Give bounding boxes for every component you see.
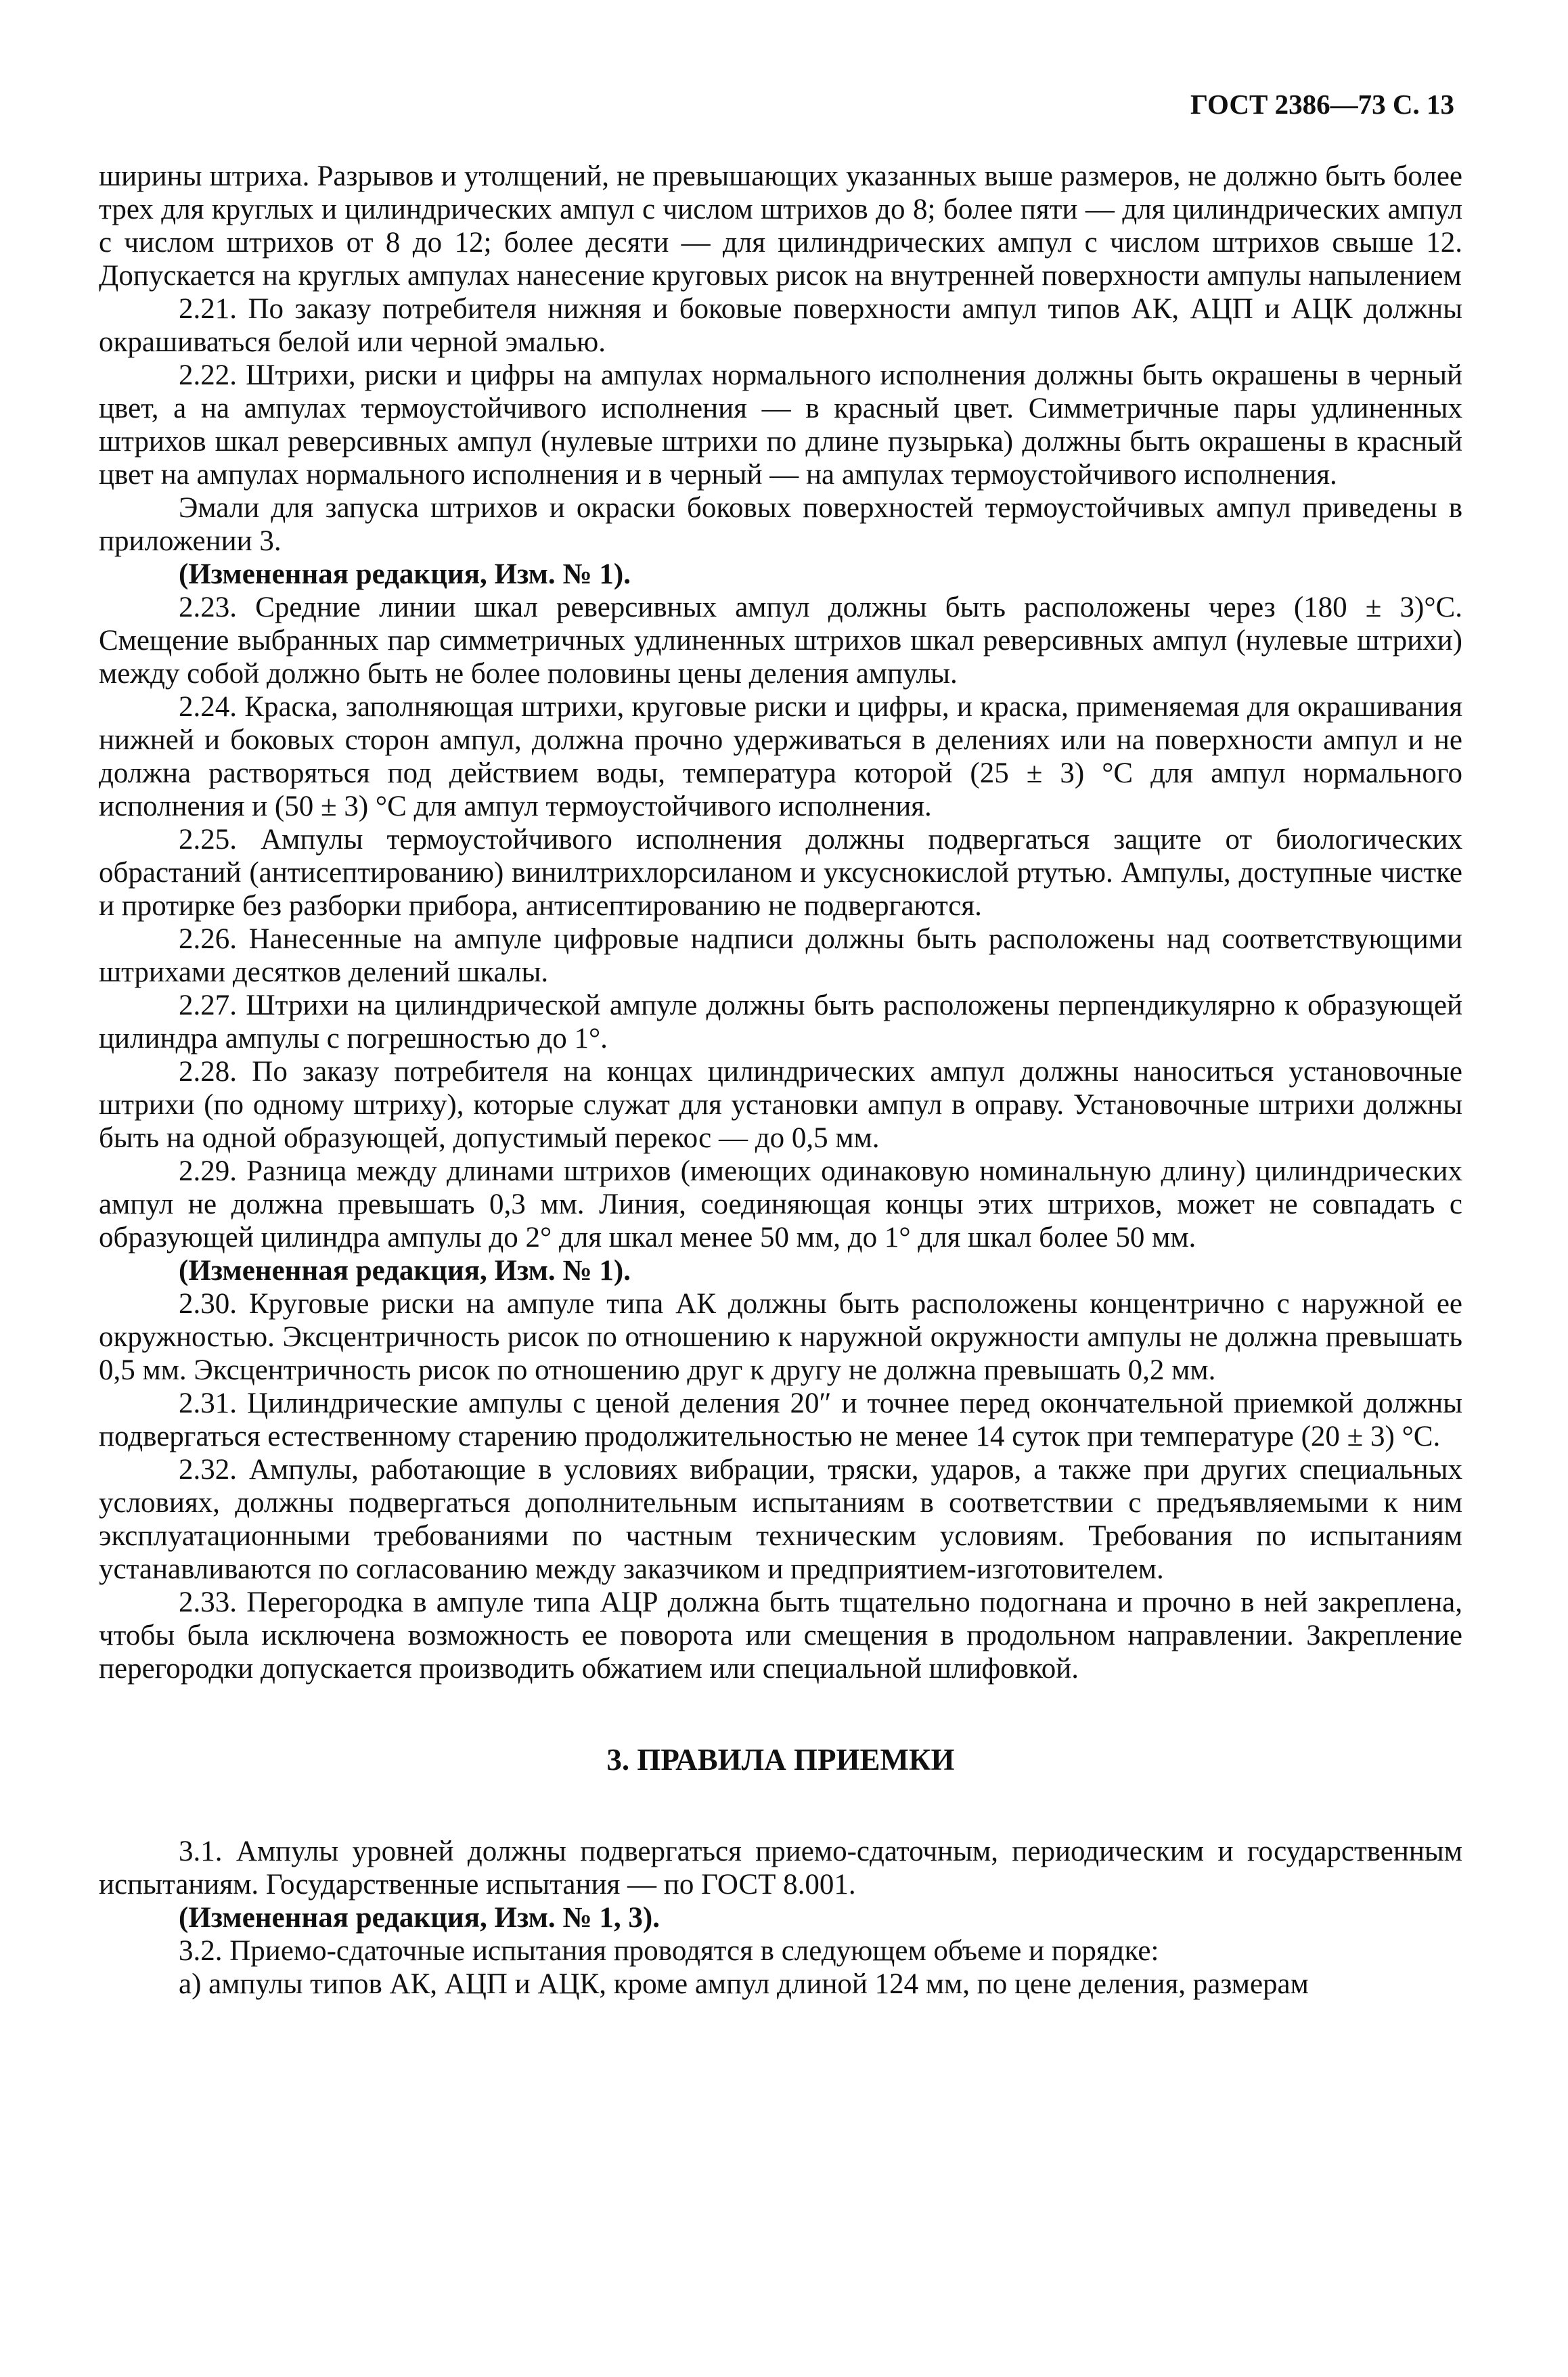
clause-2-33: 2.33. Перегородка в ампуле типа АЦР должна быть тщательно подогнана и прочно в ней закреплена, чтобы была исключена возможность ее поворота или смещения в продольном направлении. Закрепление перегородки допускается производить обжатием или специальной шлифовкой. xyxy=(99,1586,1462,1685)
clause-2-21: 2.21. По заказу потребителя нижняя и боковые поверхности ампул типов АК, АЦП и АЦК должны окрашиваться белой или черной эмалью. xyxy=(99,293,1462,358)
clause-2-27: 2.27. Штрихи на цилиндрической ампуле должны быть расположены перпендикулярно к образующей цилиндра ампулы с погрешностью до 1°. xyxy=(99,990,1462,1054)
clause-2-23: 2.23. Средние линии шкал реверсивных ампул должны быть расположены через (180 ± 3)°С. Смещение выбранных пар симметричных удлиненных штрихов шкал реверсивных ампул (нулевые штрихи) между собой должно быть не более половины цены деления ампулы. xyxy=(99,592,1462,690)
clause-2-30: 2.30. Круговые риски на ампуле типа АК должны быть расположены концентрично с наружной ее окружностью. Эксцентричность рисок по отношению к наружной окружности ампулы не должна превышать 0,5 мм. Эксцентричность рисок по отношению друг к другу не должна превышать 0,2 мм. xyxy=(99,1288,1462,1386)
clause-2-24: 2.24. Краска, заполняющая штрихи, круговые риски и цифры, и краска, применяемая для окрашивания нижней и боковых сторон ампул, должна прочно удерживаться в делениях или на поверхности ампул и не должна растворяться под действием воды, температура которой (25 ± 3) °С для ампул нормального исполнения и (50 ± 3) °С для ампул термоустойчивого исполнения. xyxy=(99,691,1462,822)
body-text xyxy=(99,160,1462,2001)
paragraph-continuation: ширины штриха. Разрывов и утолщений, не превышающих указанных выше размеров, не должно быть более трех для круглых и цилиндрических ампул с числом штрихов до 8; более пяти — для цилиндрических ампул с числом штрихов от 8 до 12; более десяти — для цилиндрических ампул с числом штрихов свыше 12. Допускается на круглых ампулах нанесение круговых рисок на внутренней поверхности ампулы напылением xyxy=(99,160,1462,292)
amendment-note: (Измененная редакция, Изм. № 1). xyxy=(179,558,631,590)
paragraph-enamels: Эмали для запуска штрихов и окраски боковых поверхностей термоустойчивых ампул приведены в приложении 3. xyxy=(99,492,1462,557)
clause-2-29: 2.29. Разница между длинами штрихов (имеющих одинаковую номинальную длину) цилиндрических ампул не должна превышать 0,3 мм. Линия, соединяющая концы этих штрихов, может не совпадать с образующей цилиндра ампулы до 2° для шкал менее 50 мм, до 1° для шкал более 50 мм. xyxy=(99,1155,1462,1253)
clause-2-25: 2.25. Ампулы термоустойчивого исполнения должны подвергаться защите от биологических обрастаний (антисептированию) винилтрихлорсиланом и уксуснокислой ртутью. Ампулы, доступные чистке и протирке без разборки прибора, антисептированию не подвергаются. xyxy=(99,824,1462,922)
section-heading: 3. ПРАВИЛА ПРИЕМКИ xyxy=(606,1743,955,1777)
clause-2-28: 2.28. По заказу потребителя на концах цилиндрических ампул должны наноситься установочные штрихи (по одному штриху), которые служат для установки ампул в оправу. Установочные штрихи должны быть на одной образующей, допустимый перекос — до 0,5 мм. xyxy=(99,1056,1462,1154)
clause-3-1: 3.1. Ампулы уровней должны подвергаться приемо-сдаточным, периодическим и государственным испытаниям. Государственные испытания — по ГОСТ 8.001. xyxy=(99,1836,1462,1901)
clause-2-22: 2.22. Штрихи, риски и цифры на ампулах нормального исполнения должны быть окрашены в черный цвет, а на ампулах термоустойчивого исполнения — в красный цвет. Симметричные пары удлиненных штрихов шкал реверсивных ампул (нулевые штрихи по длине пузырька) должны быть окрашены в красный цвет на ампулах нормального исполнения и в черный — на ампулах термоустойчивого исполнения. xyxy=(99,359,1462,491)
clause-2-26: 2.26. Нанесенные на ампуле цифровые надписи должны быть расположены над соответствующими штрихами десятков делений шкалы. xyxy=(99,923,1462,988)
clause-2-32: 2.32. Ампулы, работающие в условиях вибрации, тряски, ударов, а также при других специальных условиях, должны подвергаться дополнительным испытаниям в соответствии с предъявляемыми к ним эксплуатационными требованиями по частным техническим условиям. Требования по испытаниям устанавливаются по согласованию между заказчиком и предприятием-изготовителем. xyxy=(99,1454,1462,1585)
list-item-a: а) ампулы типов АК, АЦП и АЦК, кроме ампул длиной 124 мм, по цене деления, размерам xyxy=(179,1968,1309,2000)
clause-2-31: 2.31. Цилиндрические ампулы с ценой деления 20″ и точнее перед окончательной приемкой должны подвергаться естественному старению продолжительностью не менее 14 суток при температуре (20 ± 3) °С. xyxy=(99,1387,1462,1452)
amendment-note: (Измененная редакция, Изм. № 1, 3). xyxy=(179,1902,660,1934)
amendment-note: (Измененная редакция, Изм. № 1). xyxy=(179,1255,631,1287)
page-header: ГОСТ 2386—73 С. 13 xyxy=(1190,89,1454,120)
clause-3-2: 3.2. Приемо-сдаточные испытания проводятся в следующем объеме и порядке: xyxy=(179,1935,1159,1967)
